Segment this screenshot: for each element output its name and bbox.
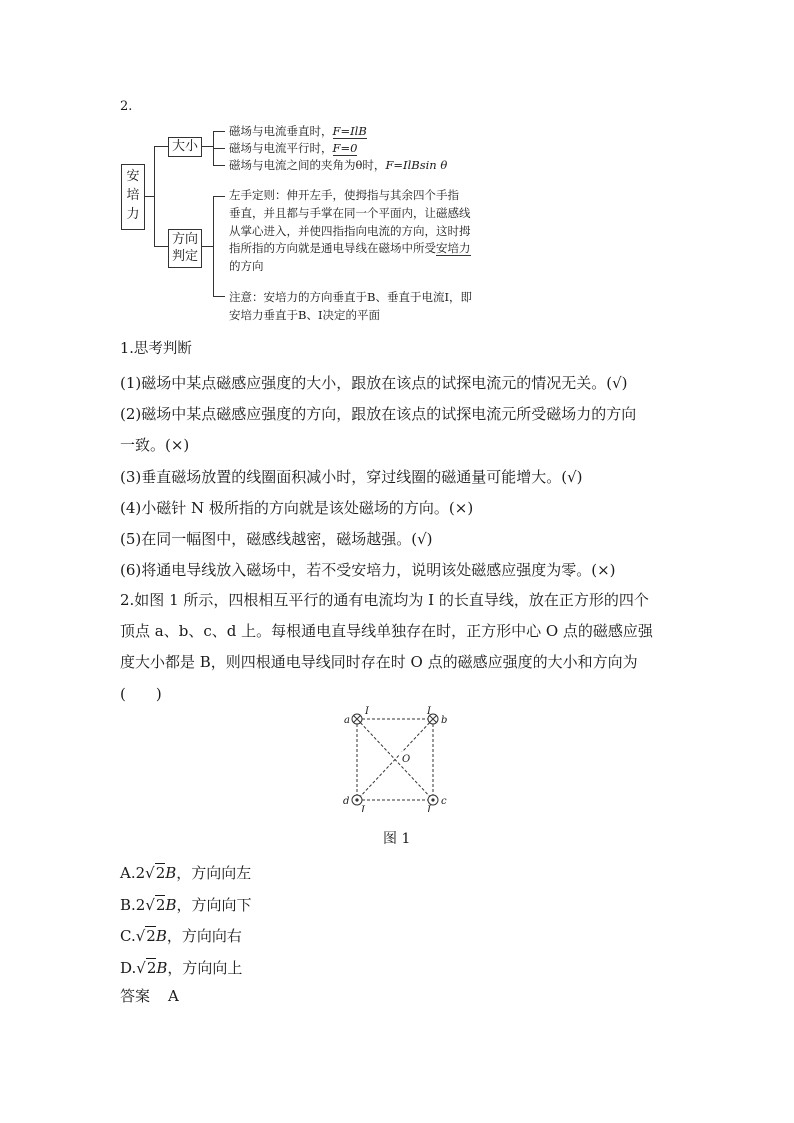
direction-box: 方向判定	[168, 229, 202, 268]
left-hand-rule: 左手定则：伸开左手，使拇指与其余四个手指 垂直，并且都与手掌在同一个平面内，让磁感线 从掌心进入，并使四指指向电流的方向，这时拇 指所指的方向就是通电导线在磁场中所受安培力 的方向	[229, 188, 471, 274]
list-item: (4)小磁针 N 极所指的方向就是该处磁场的方向。(×)	[120, 498, 474, 517]
list-item: (5)在同一幅图中，磁感线越密，磁场越强。(√)	[120, 530, 433, 549]
figure-caption: 图 1	[383, 831, 411, 847]
current-label: I	[427, 805, 431, 812]
list-item: (6)将通电导线放入磁场中，若不受安培力，说明该处磁感应强度为零。(×)	[120, 561, 616, 580]
answer-line	[120, 985, 179, 1006]
current-label: I	[365, 706, 369, 717]
current-label: I	[361, 805, 365, 812]
connector	[154, 146, 168, 147]
answer-value: A	[168, 987, 179, 1005]
magnitude-line-3: 磁场与电流之间的夹角为θ时，F=IlBsin θ	[229, 158, 448, 172]
square-wire-figure	[330, 700, 460, 812]
root-box: 安培力	[121, 164, 145, 230]
current-label: I	[427, 706, 431, 717]
connector	[144, 196, 154, 197]
answer-label: 答案	[120, 987, 151, 1005]
exercise1-list	[120, 368, 636, 586]
label-b: b	[441, 715, 448, 726]
option-c: C.√2B，方向向右	[120, 927, 242, 945]
option-d: D.√2B，方向向上	[120, 958, 243, 977]
section-number: 2.	[120, 99, 133, 114]
list-item: (3)垂直磁场放置的线圈面积减小时，穿过线圈的磁通量可能增大。(√)	[120, 467, 583, 486]
magnitude-box: 大小	[168, 137, 202, 157]
options-list	[120, 858, 252, 984]
direction-note: 注意：安培力的方向垂直于B、垂直于电流I，即 安培力垂直于B、I决定的平面	[229, 290, 472, 322]
list-item: (2)磁场中某点磁感应强度的方向，跟放在该点的试探电流元所受磁场力的方向	[120, 405, 637, 424]
list-item: 一致。(×)	[120, 436, 190, 455]
list-item: (1)磁场中某点磁感应强度的大小，跟放在该点的试探电流元的情况无关。(√)	[120, 374, 628, 392]
magnitude-line-1: 磁场与电流垂直时，F=IlB	[229, 124, 367, 138]
connector	[154, 246, 168, 247]
exercise1-heading: 1.思考判断	[120, 341, 192, 357]
label-c: c	[441, 796, 447, 807]
label-d: d	[343, 796, 350, 807]
exercise2-question: 2.如图 1 所示，四根相互平行的通有电流均为 I 的长直导线，放在正方形的四个 顶点 a、b、c、d 上。每根通电直导线单独存在时，正方形中心 O 点的磁感应强 度大小都是 B，则四根通电导线同时存在时 O 点的磁感应强度的大小和方向为 ( )	[120, 591, 653, 703]
magnitude-line-2: 磁场与电流平行时，F=0	[229, 141, 358, 155]
label-center-o: O	[402, 754, 411, 765]
option-a: A.2√2B，方向向左	[120, 864, 252, 882]
label-a: a	[344, 715, 350, 726]
option-b: B.2√2B，方向向下	[120, 895, 252, 914]
connector	[154, 146, 155, 246]
